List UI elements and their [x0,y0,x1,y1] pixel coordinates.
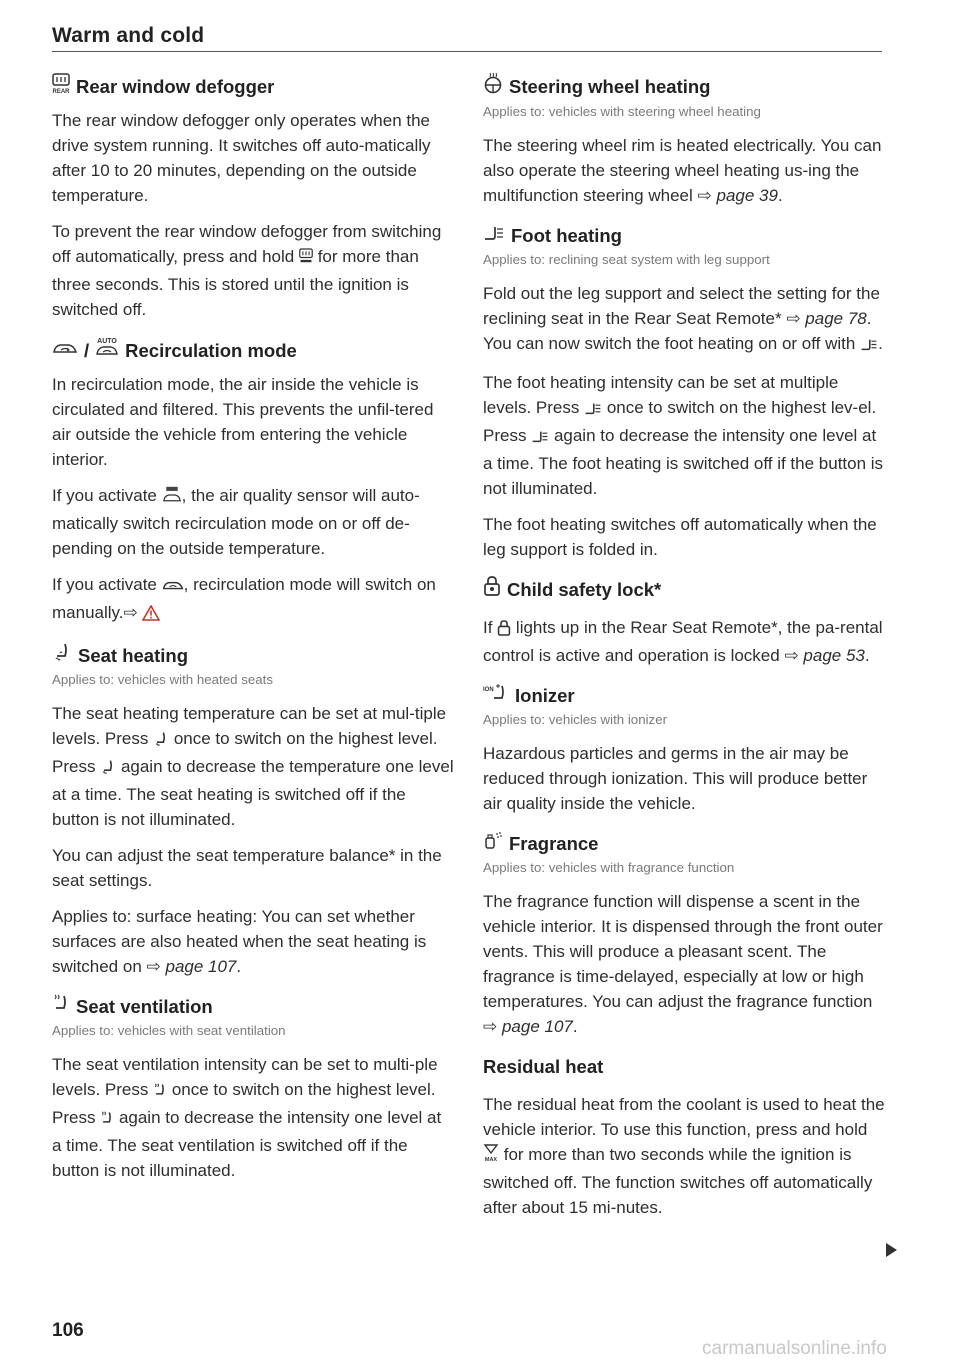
child-lock-heading [483,576,885,604]
fragrance-paragraph-1: The fragrance function will dispense a scent in the vehicle interior. It is dispensed through the front outer vents. This will produce a pleasant scent. The fragrance is time-delayed, especially at low or high temperatures. You can adjust the fragrance function ⇨ page 107. [483,892,883,1036]
seat-heating-paragraph-2: You can adjust the seat temperature balance* in the seat settings. [52,846,442,890]
rear-defogger-icon [299,247,313,272]
foot-heating-icon [483,222,505,250]
defogger-title: Rear window defogger [76,76,275,97]
foot-heating-title: Foot heating [511,225,622,246]
residual-heat-heading [483,1053,885,1081]
seat-heating-heading [52,642,454,670]
rear-defogger-icon-label: REAR [52,89,70,94]
recirculation-title: Recirculation mode [125,340,297,361]
residual-heat-max-icon [483,1143,499,1170]
rear-defogger-icon [52,72,70,102]
ionizer-applies: Applies to: vehicles with ionizer [483,712,668,727]
reference-arrow: ⇨ [123,603,138,622]
fragrance-applies: Applies to: vehicles with fragrance function [483,860,735,875]
foot-heating-icon [584,398,602,423]
residual-heat-paragraph-1: The residual heat from the coolant is used to heat the vehicle interior. To use this function, press and hold MAX for more than two seconds while the ignition is switched off. The function switches off automatically after about 15 mi-nutes. [483,1095,885,1217]
ionizer-paragraph-1: Hazardous particles and germs in the air may be reduced through ionization. This will produce better air quality inside the vehicle. [483,744,868,813]
defogger-heading [52,72,454,102]
fragrance-heading [483,830,885,858]
page-39-link[interactable]: ⇨ page 39 [697,186,778,205]
seat-ventilation-icon [52,993,70,1021]
recirculation-paragraph-1: In recirculation mode, the air inside the vehicle is circulated and filtered. This prevents the unfil-tered air outside the vehicle from entering the vehicle interior. [52,375,434,469]
recirculation-separator: / [84,340,90,361]
foot-heating-icon [531,426,549,451]
defogger-paragraph-2: To prevent the rear window defogger from switching off automatically, press and hold for more than three seconds. This is stored until the ignition is switched off. [52,222,442,319]
right-column [483,72,885,1220]
continue-arrow-icon [886,1243,897,1257]
ionizer-heading [483,682,885,710]
steering-heating-title: Steering wheel heating [509,76,711,97]
residual-heat-title: Residual heat [483,1056,604,1077]
auto-recirculation-icon-label: AUTO [97,338,117,345]
seat-heating-title: Seat heating [78,645,188,666]
page-53-link[interactable]: ⇨ page 53 [784,646,865,665]
seat-heating-paragraph-3: Applies to: surface heating: You can set whether surfaces are also heated when the seat heating is switched on ⇨ page 107. [52,907,427,976]
defogger-paragraph-1: The rear window defogger only operates when the drive system running. It switches off auto-matically after 10 to 20 minutes, depending on the outside temperature. [52,111,431,205]
seat-heating-icon [100,757,116,782]
foot-heating-icon [860,334,878,359]
ionizer-icon-label: ION [483,687,494,693]
seat-ventilation-icon [100,1108,114,1133]
steering-heating-applies: Applies to: vehicles with steering wheel heating [483,104,761,119]
warning-triangle-icon[interactable] [142,603,160,628]
auto-recirculation-icon [162,486,182,511]
ionizer-icon [483,682,509,710]
page-107-link[interactable]: ⇨ page 107 [146,957,237,976]
foot-heating-paragraph-3: The foot heating switches off automatically when the leg support is folded in. [483,515,877,559]
ionizer-title: Ionizer [515,685,575,706]
child-lock-icon [483,576,501,604]
left-column [52,72,454,1183]
fragrance-title: Fragrance [509,833,599,854]
steering-wheel-heating-icon [483,72,503,102]
page-107-link[interactable]: ⇨ page 107 [483,1017,573,1036]
foot-heating-applies: Applies to: reclining seat system with leg support [483,252,770,267]
page-number: 106 [52,1320,84,1341]
seat-ventilation-heading [52,993,454,1021]
seat-heating-icon [153,729,169,754]
recirculation-car-icon [52,337,78,365]
watermark: carmanualsonline.info [702,1338,887,1359]
seat-heating-icon [52,642,72,670]
seat-ventilation-icon [153,1080,167,1105]
steering-heating-paragraph-1: The steering wheel rim is heated electrically. You can also operate the steering wheel heating us-ing the multifunction steering wheel ⇨ page 39. [483,136,882,205]
fragrance-icon [483,830,503,858]
recirculation-paragraph-3: If you activate , recirculation mode will switch on manually.⇨ [52,572,454,628]
recirculation-heading [52,336,454,366]
foot-heating-paragraph-2: The foot heating intensity can be set at multiple levels. Press once to switch on the highest lev-el. Press again to decrease the intensity one level at a time. The foot heating is switched off if the button is not illuminated. [483,373,884,498]
recirculation-car-icon [162,575,184,600]
foot-heating-paragraph-1: Fold out the leg support and select the setting for the reclining seat in the Rear Seat Remote* ⇨ page 78. You can now switch the foot heating on or off with . [483,281,885,359]
seat-ventilation-title: Seat ventilation [76,996,213,1017]
child-lock-icon [497,618,511,643]
child-lock-paragraph-1: If lights up in the Rear Seat Remote*, the pa-rental control is active and operation is locked ⇨ page 53. [483,618,883,665]
foot-heating-heading [483,222,885,250]
residual-heat-icon-label: MAX [484,1157,498,1163]
recirculation-paragraph-2: If you activate , the air quality sensor will auto-matically switch recirculation mode on or off de-pending on the outside temperature. [52,486,420,558]
seat-heating-applies: Applies to: vehicles with heated seats [52,672,274,687]
page-78-link[interactable]: ⇨ page 78 [786,309,867,328]
header-rule [52,51,882,52]
seat-heating-paragraph-1: The seat heating temperature can be set at mul-tiple levels. Press once to switch on the highest level. Press again to decrease the temperature one level at a time. The seat heating is switched off if the button is not illuminated. [52,704,454,829]
section-header-title: Warm and cold [52,24,205,47]
auto-recirculation-icon [95,336,119,366]
steering-heating-heading [483,72,885,102]
seat-ventilation-paragraph-1: The seat ventilation intensity can be set to multi-ple levels. Press once to switch on the highest level. Press again to decrease the intensity one level at a time. The seat ventilation is switched off if the button is not illuminated. [52,1055,442,1180]
child-lock-title: Child safety lock* [507,579,662,600]
seat-ventilation-applies: Applies to: vehicles with seat ventilation [52,1023,286,1038]
